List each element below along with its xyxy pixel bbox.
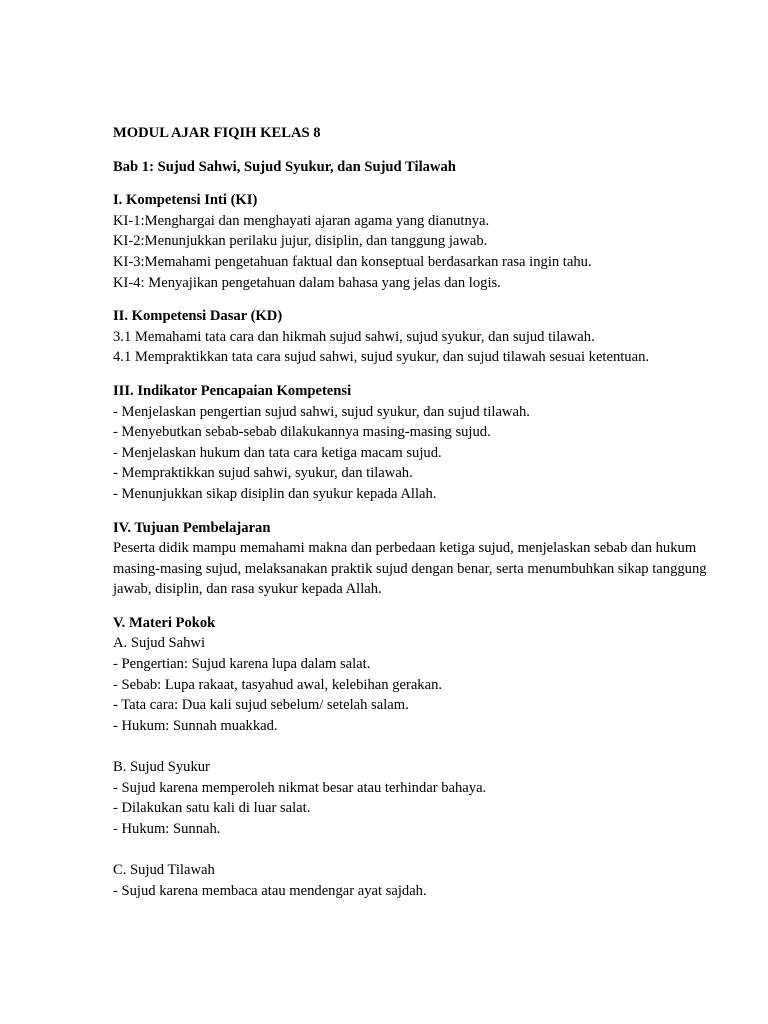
section-heading-ki: I. Kompetensi Inti (KI) <box>113 192 258 209</box>
section-heading-materi: V. Materi Pokok <box>113 614 216 631</box>
subsection-title: C. Sujud Tilawah <box>113 862 215 878</box>
materi-line: - Sujud karena memperoleh nikmat besar atau terhindar bahaya. <box>113 779 487 796</box>
section-heading-kd: II. Kompetensi Dasar (KD) <box>113 308 283 325</box>
ki-line: KI-2:Menunjukkan perilaku jujur, disiplin, dan tanggung jawab. <box>113 233 488 250</box>
ki-line: KI-1:Menghargai dan menghayati ajaran agama yang dianutnya. <box>113 212 490 229</box>
section-heading-tujuan: IV. Tujuan Pembelajaran <box>113 519 271 536</box>
materi-line: - Sujud karena membaca atau mendengar ayat sajdah. <box>113 882 427 899</box>
section-indikator <box>113 381 708 505</box>
document-title: MODUL AJAR FIQIH KELAS 8 <box>113 125 321 141</box>
ki-line: KI-3:Memahami pengetahuan faktual dan konseptual berdasarkan rasa ingin tahu. <box>113 253 592 270</box>
ki-line: KI-4: Menyajikan pengetahuan dalam bahasa yang jelas dan logis. <box>113 274 501 291</box>
tujuan-paragraph: Peserta didik mampu memahami makna dan perbedaan ketiga sujud, menjelaskan sebab dan hukum masing-masing sujud, melaksanakan praktik sujud dengan benar, serta menumbuhkan sikap tanggung jawab, disiplin, dan rasa syukur kepada Allah. <box>113 540 707 598</box>
materi-line: - Hukum: Sunnah muakkad. <box>113 717 278 734</box>
materi-line: - Sebab: Lupa rakaat, tasyahud awal, kelebihan gerakan. <box>113 676 443 693</box>
materi-sujud-syukur <box>113 757 708 839</box>
kd-line: 3.1 Memahami tata cara dan hikmah sujud sahwi, sujud syukur, dan sujud tilawah. <box>113 328 595 345</box>
indikator-line: - Mempraktikkan sujud sahwi, syukur, dan tilawah. <box>113 465 413 482</box>
indikator-line: - Menjelaskan pengertian sujud sahwi, sujud syukur, dan sujud tilawah. <box>113 403 530 420</box>
materi-sujud-tilawah <box>113 860 708 901</box>
indikator-line: - Menjelaskan hukum dan tata cara ketiga macam sujud. <box>113 444 442 461</box>
section-materi <box>113 613 708 901</box>
section-tujuan <box>113 518 708 600</box>
section-kompetensi-inti <box>113 190 708 293</box>
materi-line: - Dilakukan satu kali di luar salat. <box>113 800 311 817</box>
section-kompetensi-dasar <box>113 306 708 368</box>
materi-line: - Tata cara: Dua kali sujud sebelum/ setelah salam. <box>113 697 409 714</box>
materi-sujud-sahwi <box>113 633 708 736</box>
materi-line: - Hukum: Sunnah. <box>113 820 221 837</box>
subsection-title: B. Sujud Syukur <box>113 759 210 776</box>
indikator-line: - Menyebutkan sebab-sebab dilakukannya masing-masing sujud. <box>113 424 491 441</box>
subsection-title: A. Sujud Sahwi <box>113 635 206 652</box>
materi-line: - Pengertian: Sujud karena lupa dalam salat. <box>113 656 371 673</box>
chapter-title: Bab 1: Sujud Sahwi, Sujud Syukur, dan Sujud Tilawah <box>113 158 456 175</box>
indikator-line: - Menunjukkan sikap disiplin dan syukur kepada Allah. <box>113 485 437 502</box>
kd-line: 4.1 Mempraktikkan tata cara sujud sahwi, sujud syukur, dan sujud tilawah sesuai ketentuan. <box>113 349 650 366</box>
section-heading-indikator: III. Indikator Pencapaian Kompetensi <box>113 382 352 399</box>
